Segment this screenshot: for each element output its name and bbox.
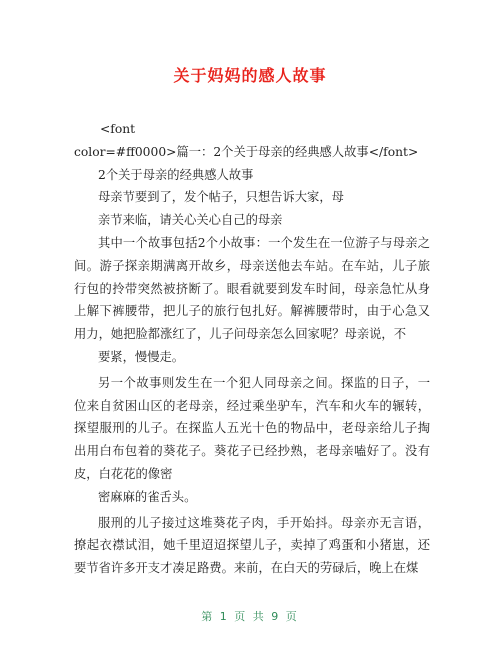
html-tag-line: <font <box>100 122 136 136</box>
sub-heading: 2个关于母亲的经典感人故事 <box>98 167 254 182</box>
page-number-footer: 第 1 页 共 9 页 <box>201 610 299 623</box>
document-body <box>74 118 430 580</box>
story-paragraph-1-tail: 要紧，慢慢走。 <box>98 349 185 364</box>
intro-line-2: 亲节来临，请关心关心自己的母亲 <box>98 213 283 228</box>
story-paragraph-3: 服刑的儿子接过这堆葵花子肉，手开始抖。母亲亦无言语，撩起衣襟试泪，她千里迢迢探望儿子，卖掉了鸡蛋和小猪崽，还要节省许多开支才凑足路费。来前，在白天的劳碌后，晚上在煤 <box>74 515 430 576</box>
section-heading-line: color=#ff0000>篇一：2个关于母亲的经典感人故事</font> <box>74 144 419 159</box>
story-paragraph-2: 另一个故事则发生在一个犯人同母亲之间。探监的日子，一位来自贫困山区的老母亲，经过乘坐驴车，汽车和火车的辗转，探望服刑的儿子。在探监人五光十色的物品中，老母亲给儿子掏出用白布包着的葵花子。葵花子已经抄熟，老母亲嗑好了。没有皮，白花花的像密 <box>74 375 430 481</box>
story-paragraph-2-tail: 密麻麻的雀舌头。 <box>98 489 197 504</box>
story-paragraph-1: 其中一个故事包括2个小故事：一个发生在一位游子与母亲之间。游子探亲期满离开故乡，母亲送他去车站。在车站，儿子旅行包的拎带突然被挤断了。眼看就要到发车时间，母亲急忙从身上解下裤腰带，把儿子的旅行包扎好。解裤腰带时，由于心急又用力，她把脸都涨红了，儿子问母亲怎么回家呢？母亲说，不 <box>74 235 430 342</box>
intro-line-1: 母亲节要到了，发个帖子，只想告诉大家，母 <box>98 190 344 205</box>
document-title: 关于妈妈的感人故事 <box>173 66 327 85</box>
